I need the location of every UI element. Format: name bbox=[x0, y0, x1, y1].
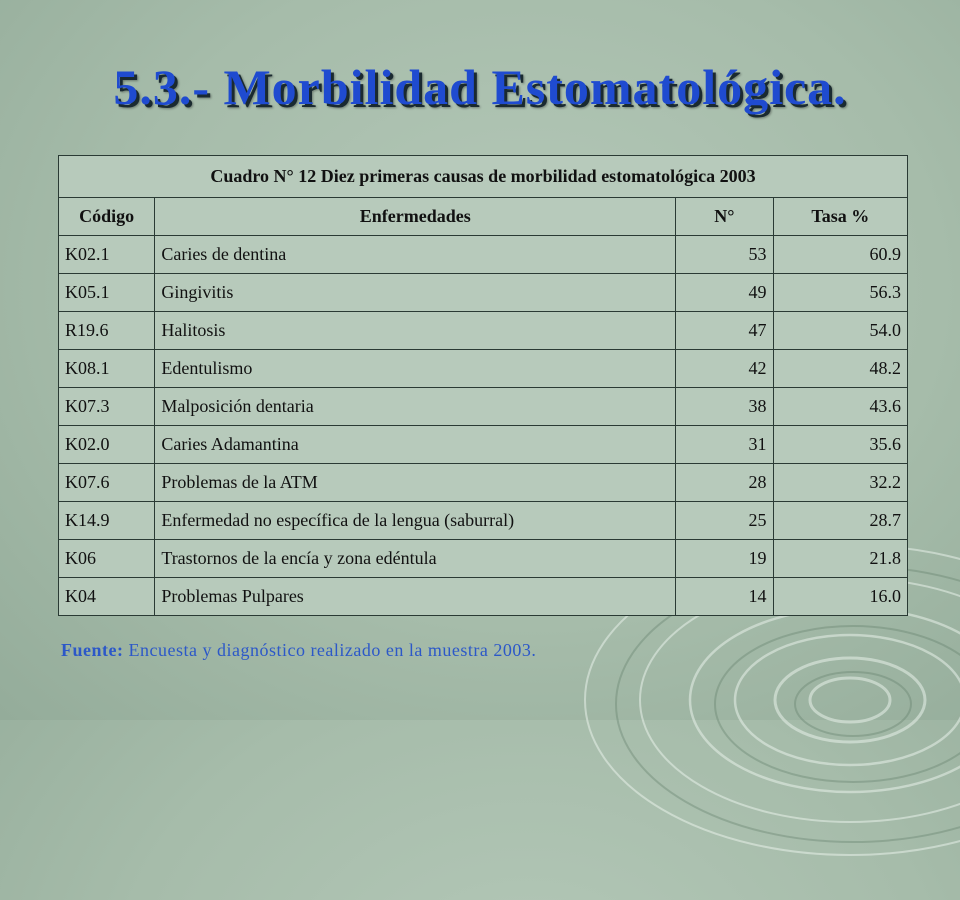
cell-code: K14.9 bbox=[59, 502, 155, 540]
table-caption: Cuadro N° 12 Diez primeras causas de morbilidad estomatológica 2003 bbox=[59, 156, 908, 198]
cell-code: K02.1 bbox=[59, 236, 155, 274]
cell-disease: Edentulismo bbox=[155, 350, 676, 388]
source-label: Fuente: bbox=[61, 640, 124, 660]
table-row bbox=[59, 274, 908, 312]
slide-title: 5.3.- Morbilidad Estomatológica. bbox=[113, 59, 847, 115]
cell-code: K07.3 bbox=[59, 388, 155, 426]
table-row bbox=[59, 426, 908, 464]
cell-count: 28 bbox=[676, 464, 773, 502]
cell-rate: 56.3 bbox=[773, 274, 907, 312]
cell-count: 31 bbox=[676, 426, 773, 464]
cell-rate: 54.0 bbox=[773, 312, 907, 350]
cell-rate: 60.9 bbox=[773, 236, 907, 274]
table-row bbox=[59, 502, 908, 540]
table-header-row bbox=[59, 198, 908, 236]
header-disease: Enfermedades bbox=[155, 198, 676, 236]
table-row bbox=[59, 350, 908, 388]
cell-code: K05.1 bbox=[59, 274, 155, 312]
cell-disease: Trastornos de la encía y zona edéntula bbox=[155, 540, 676, 578]
cell-disease: Problemas Pulpares bbox=[155, 578, 676, 616]
cell-rate: 48.2 bbox=[773, 350, 907, 388]
cell-rate: 28.7 bbox=[773, 502, 907, 540]
cell-code: K07.6 bbox=[59, 464, 155, 502]
cell-count: 38 bbox=[676, 388, 773, 426]
cell-count: 53 bbox=[676, 236, 773, 274]
cell-code: R19.6 bbox=[59, 312, 155, 350]
table-row bbox=[59, 388, 908, 426]
cell-count: 25 bbox=[676, 502, 773, 540]
table-row bbox=[59, 464, 908, 502]
morbidity-table bbox=[58, 155, 908, 616]
cell-disease: Malposición dentaria bbox=[155, 388, 676, 426]
cell-code: K08.1 bbox=[59, 350, 155, 388]
header-count: N° bbox=[676, 198, 773, 236]
source-text: Encuesta y diagnóstico realizado en la muestra 2003. bbox=[123, 640, 537, 660]
table-row bbox=[59, 578, 908, 616]
header-rate: Tasa % bbox=[773, 198, 907, 236]
cell-disease: Halitosis bbox=[155, 312, 676, 350]
cell-code: K02.0 bbox=[59, 426, 155, 464]
cell-disease: Gingivitis bbox=[155, 274, 676, 312]
table-row bbox=[59, 540, 908, 578]
cell-disease: Caries de dentina bbox=[155, 236, 676, 274]
cell-disease: Caries Adamantina bbox=[155, 426, 676, 464]
cell-code: K06 bbox=[59, 540, 155, 578]
cell-rate: 16.0 bbox=[773, 578, 907, 616]
source-note bbox=[61, 640, 536, 661]
table-row bbox=[59, 312, 908, 350]
cell-disease: Enfermedad no específica de la lengua (saburral) bbox=[155, 502, 676, 540]
cell-count: 19 bbox=[676, 540, 773, 578]
header-code: Código bbox=[59, 198, 155, 236]
cell-code: K04 bbox=[59, 578, 155, 616]
table-row bbox=[59, 236, 908, 274]
cell-rate: 35.6 bbox=[773, 426, 907, 464]
cell-count: 47 bbox=[676, 312, 773, 350]
cell-rate: 43.6 bbox=[773, 388, 907, 426]
cell-count: 42 bbox=[676, 350, 773, 388]
cell-disease: Problemas de la ATM bbox=[155, 464, 676, 502]
cell-rate: 32.2 bbox=[773, 464, 907, 502]
cell-rate: 21.8 bbox=[773, 540, 907, 578]
cell-count: 14 bbox=[676, 578, 773, 616]
cell-count: 49 bbox=[676, 274, 773, 312]
